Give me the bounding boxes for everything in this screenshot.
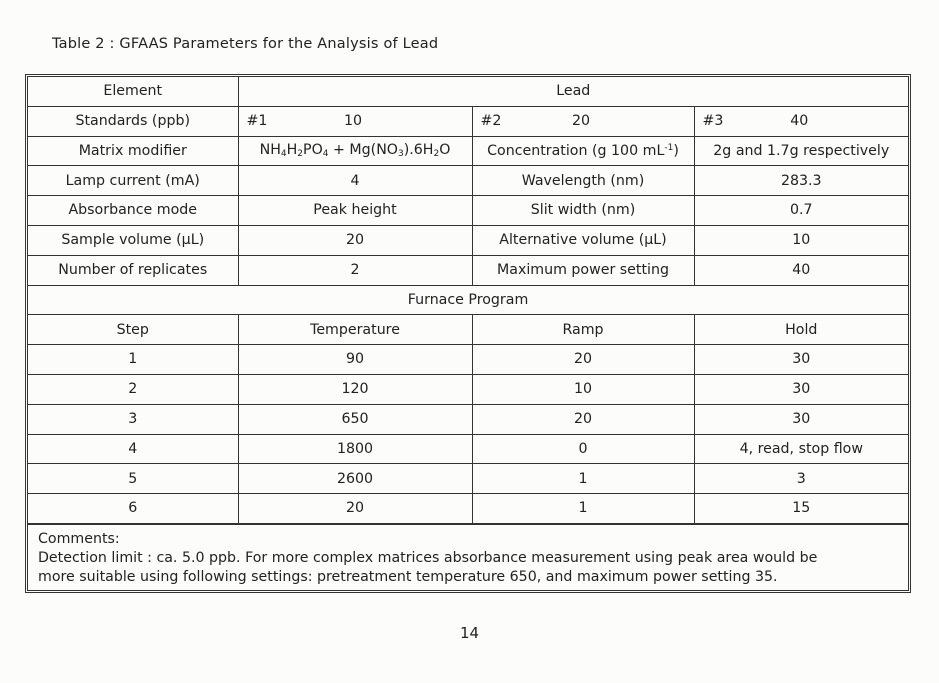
step-cell: 4 [28,434,238,464]
page-number: 14 [459,624,480,642]
table-caption: Table 2 : GFAAS Parameters for the Analysis of Lead [52,36,439,52]
comments-line-2: more suitable using following settings: pretreatment temperature 650, and maximum power setting 35. [38,568,778,585]
hold-cell: 4, read, stop flow [694,434,908,464]
param-label: Lamp current (mA) [28,166,238,196]
ramp-cell: 1 [472,464,694,494]
element-label: Element [28,77,238,106]
matrix-row [28,136,908,166]
standards-label: Standards (ppb) [28,106,238,136]
matrix-label: Matrix modifier [28,136,238,166]
standard-1-num: #1 [246,113,268,130]
param-label: Absorbance mode [28,196,238,226]
furnace-step-row [28,464,908,494]
hold-cell: 30 [694,404,908,434]
ramp-cell: 20 [472,345,694,375]
temperature-cell: 650 [238,404,472,434]
param-value-2: 0.7 [694,196,908,226]
furnace-step-row [28,404,908,434]
standard-3-num: #3 [702,113,724,130]
ramp-cell: 1 [472,494,694,524]
standard-3 [694,106,908,136]
element-value: Lead [238,77,908,106]
param-label: Number of replicates [28,255,238,285]
ramp-cell: 0 [472,434,694,464]
concentration-value: 2g and 1.7g respectively [694,136,908,166]
furnace-header-row [28,315,908,345]
hold-cell: 30 [694,374,908,404]
furnace-step-row [28,494,908,524]
param-row [28,225,908,255]
step-cell: 5 [28,464,238,494]
standard-2-num: #2 [480,113,502,130]
concentration-label-close: ) [673,142,679,159]
parameters-table [28,77,908,524]
temperature-cell: 2600 [238,464,472,494]
param-value-2: 10 [694,225,908,255]
param-row [28,255,908,285]
header-step: Step [28,315,238,345]
step-cell: 1 [28,345,238,375]
header-temperature: Temperature [238,315,472,345]
standard-2 [472,106,694,136]
concentration-label [472,136,694,166]
temperature-cell: 20 [238,494,472,524]
param-value: 2 [238,255,472,285]
standard-3-value: 40 [790,113,809,130]
param-label-2: Alternative volume (μL) [472,225,694,255]
standards-row [28,106,908,136]
comments-section [28,524,908,587]
temperature-cell: 90 [238,345,472,375]
param-label-2: Maximum power setting [472,255,694,285]
parameters-table-frame [25,74,911,593]
furnace-program-title: Furnace Program [28,285,908,315]
header-hold: Hold [694,315,908,345]
hold-cell: 15 [694,494,908,524]
temperature-cell: 120 [238,374,472,404]
param-value-2: 283.3 [694,166,908,196]
step-cell: 6 [28,494,238,524]
concentration-label-sup: -1 [664,142,674,153]
step-cell: 2 [28,374,238,404]
element-row [28,77,908,106]
param-value-2: 40 [694,255,908,285]
param-row [28,166,908,196]
header-ramp: Ramp [472,315,694,345]
furnace-step-row [28,345,908,375]
concentration-label-text: Concentration (g 100 mL [487,142,665,159]
ramp-cell: 20 [472,404,694,434]
hold-cell: 3 [694,464,908,494]
param-value: 20 [238,225,472,255]
param-value: 4 [238,166,472,196]
step-cell: 3 [28,404,238,434]
standard-2-value: 20 [571,113,591,130]
matrix-value: $NH_4H_2PO_4 + Mg(NO_3).6H_2O$ [238,136,472,166]
param-row [28,196,908,226]
ramp-cell: 10 [472,374,694,404]
temperature-cell: 1800 [238,434,472,464]
param-label: Sample volume (μL) [28,225,238,255]
furnace-step-row [28,434,908,464]
param-label-2: Slit width (nm) [472,196,694,226]
comments-heading: Comments: [38,530,120,547]
furnace-step-row [28,374,908,404]
standard-1 [238,106,472,136]
furnace-title-row [28,285,908,315]
param-label-2: Wavelength (nm) [472,166,694,196]
comments-line-1: Detection limit : ca. 5.0 ppb. For more complex matrices absorbance measurement using peak area would be [38,549,818,566]
standard-1-value: 10 [343,113,363,130]
hold-cell: 30 [694,345,908,375]
param-value: Peak height [238,196,472,226]
